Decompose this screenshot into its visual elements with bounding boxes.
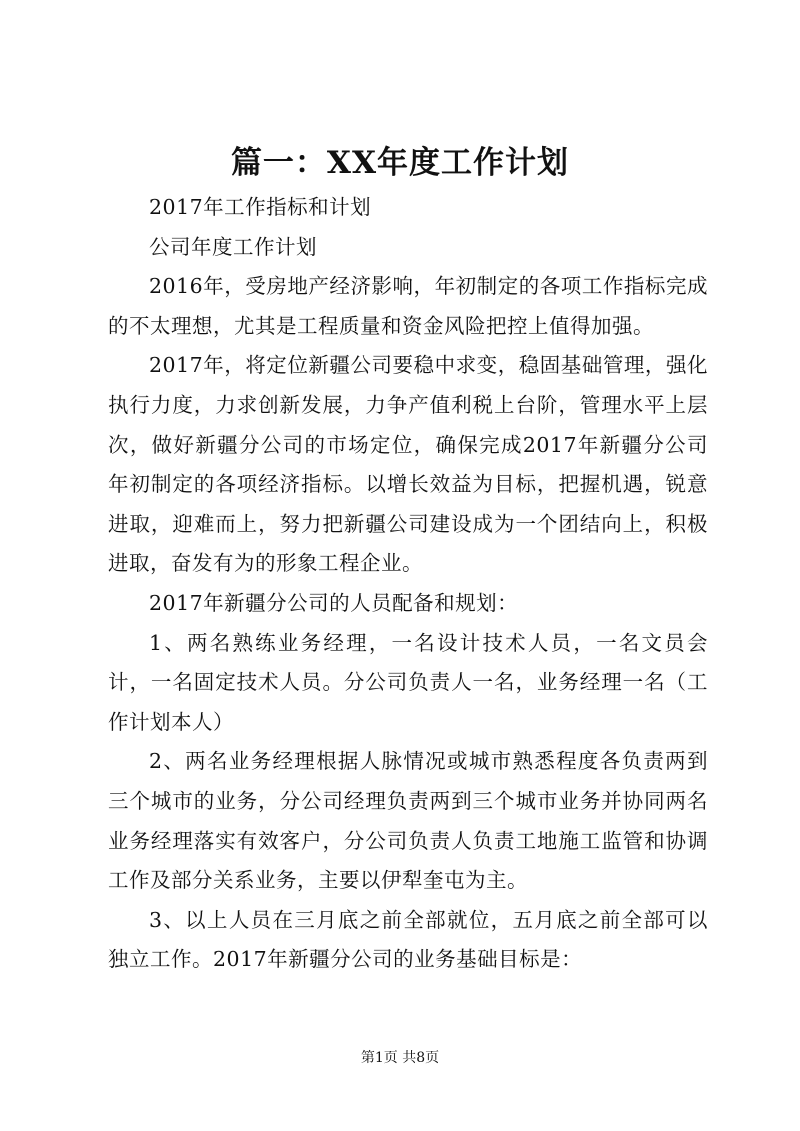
paragraph-staffing-heading: 2017年新疆分公司的人员配备和规划： — [149, 590, 519, 615]
page-footer: 第1页 共8页 — [360, 1050, 440, 1066]
document-title: 篇一：XX年度工作计划 — [230, 145, 570, 181]
paragraph-item-1: 1、两名熟练业务经理，一名设计技术人员，一名文员会计，一名固定技术人员。分公司负责人一名，业务经理一名（工作计划本人） — [108, 630, 708, 734]
paragraph-2016-review: 2016年，受房地产经济影响，年初制定的各项工作指标完成的不太理想，尤其是工程质量和资金风险把控上值得加强。 — [108, 274, 708, 338]
paragraph-item-2: 2、两名业务经理根据人脉情况或城市熟悉程度各负责两到三个城市的业务，分公司经理负责两到三个城市业务并协同两名业务经理落实有效客户，分公司负责人负责工地施工监管和协调工作及部分关系业务，主要以伊犁奎屯为主。 — [108, 749, 708, 893]
paragraph-heading: 公司年度工作计划 — [149, 234, 317, 259]
paragraph-2017-goals: 2017年，将定位新疆公司要稳中求变，稳固基础管理，强化执行力度，力求创新发展，力争产值利税上台阶，管理水平上层次，做好新疆分公司的市场定位，确保完成2017年新疆分公司年初制定的各项经济指标。以增长效益为目标，把握机遇，锐意进取，迎难而上，努力把新疆公司建设成为一个团结向上，积极进取，奋发有为的形象工程企业。 — [108, 353, 708, 576]
paragraph-item-3: 3、以上人员在三月底之前全部就位，五月底之前全部可以独立工作。2017年新疆分公司的业务基础目标是： — [108, 907, 708, 972]
document-body — [108, 188, 708, 980]
paragraph-subtitle: 2017年工作指标和计划 — [149, 195, 372, 219]
